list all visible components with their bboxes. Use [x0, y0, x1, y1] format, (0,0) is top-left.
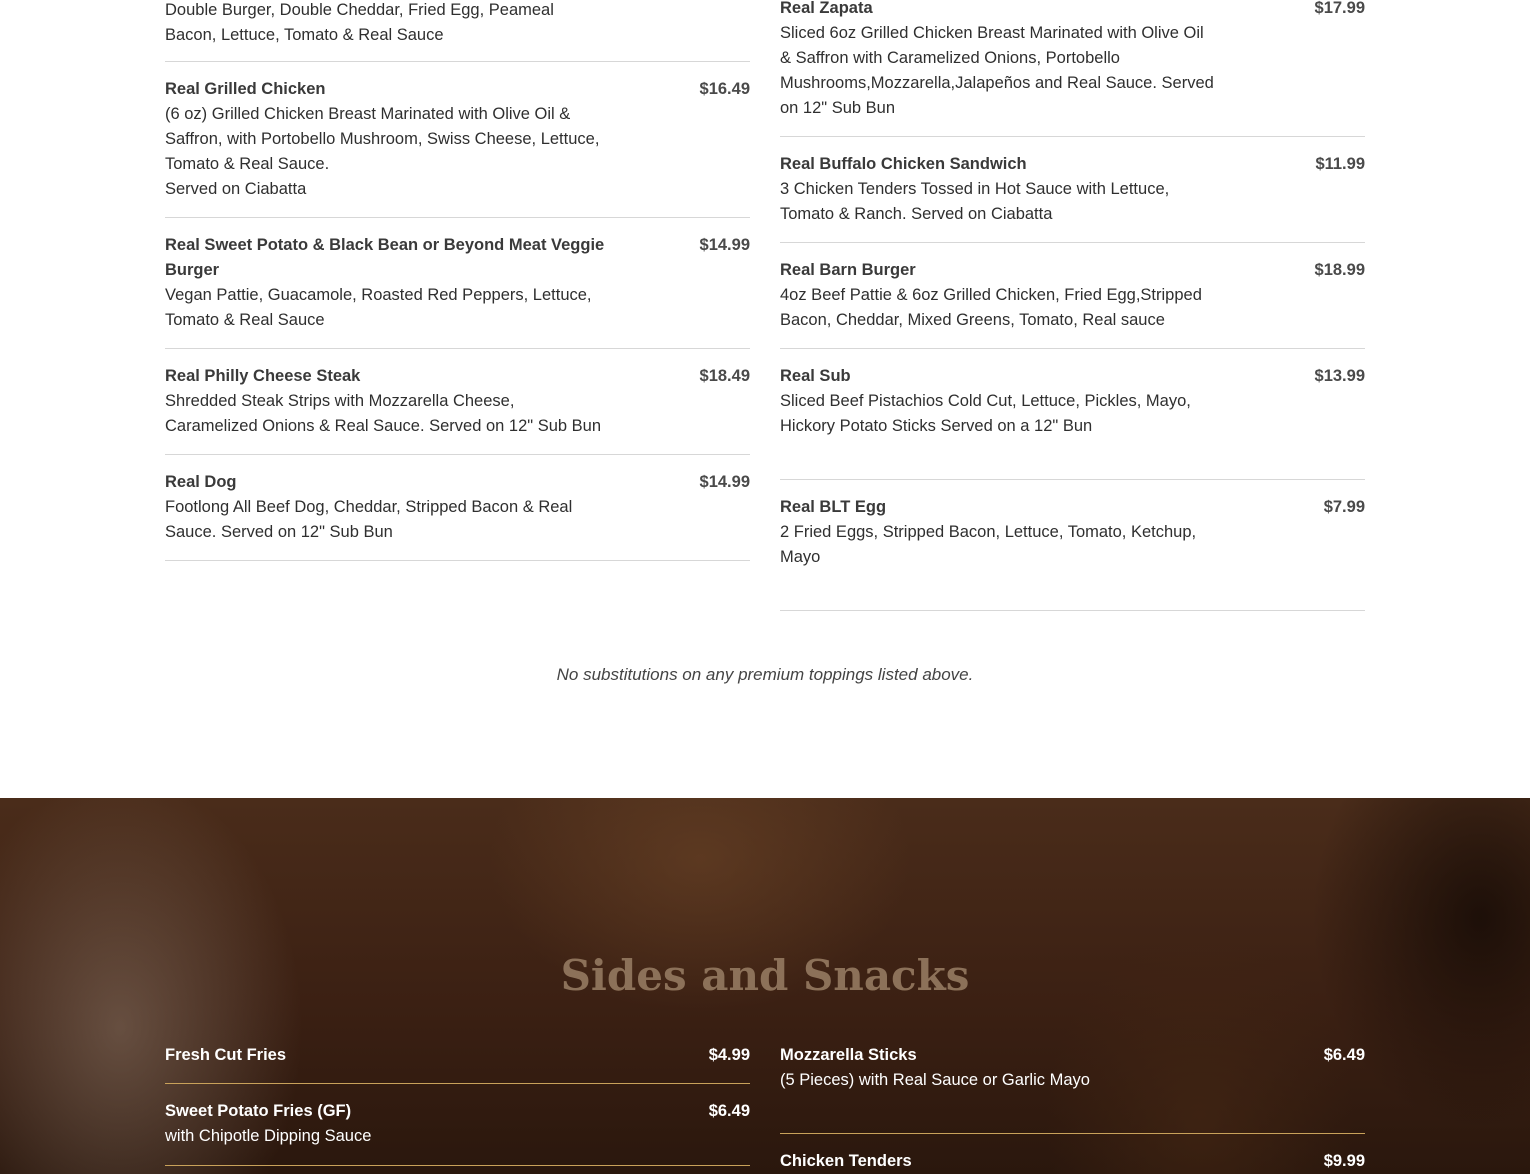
- item-name: Real Sub: [780, 367, 851, 385]
- item-description: Sliced Beef Pistachios Cold Cut, Lettuce, Pickles, Mayo, Hickory Potato Sticks Served on a 12" Bun: [780, 392, 1191, 435]
- menu-item: [165, 364, 750, 455]
- item-name: Real Philly Cheese Steak: [165, 367, 361, 385]
- item-price: $14.99: [699, 236, 750, 254]
- item-description: (5 Pieces) with Real Sauce or Garlic Mayo: [780, 1071, 1090, 1089]
- item-name: Chicken Tenders: [780, 1152, 912, 1170]
- item-price: $14.99: [699, 473, 750, 491]
- item-price: $6.49: [1323, 1046, 1365, 1064]
- item-description: 3 Chicken Tenders Tossed in Hot Sauce with Lettuce, Tomato & Ranch. Served on Ciabatta: [780, 180, 1170, 223]
- item-price: $18.49: [699, 367, 750, 385]
- menu-item: [165, 1099, 750, 1166]
- item-description: 2 Fried Eggs, Stripped Bacon, Lettuce, Tomato, Ketchup, Mayo: [780, 523, 1197, 566]
- menu-item: [165, 470, 750, 561]
- item-description: Sliced 6oz Grilled Chicken Breast Marinated with Olive Oil & Saffron with Caramelized Onions, Portobello Mushrooms,Mozzarella,Jalapeños and Real Sauce. Served on 12" Sub Bun: [780, 24, 1214, 117]
- item-description: Double Burger, Double Cheddar, Fried Egg, Peameal Bacon, Lettuce, Tomato & Real Sauce: [165, 1, 554, 44]
- substitution-note: No substitutions on any premium toppings listed above.: [556, 665, 974, 684]
- item-price: $17.99: [1314, 0, 1365, 17]
- sides-section: [0, 798, 1530, 1174]
- menu-item: [780, 1149, 1365, 1174]
- menu-item: [780, 364, 1365, 480]
- item-description: 4oz Beef Pattie & 6oz Grilled Chicken, Fried Egg,Stripped Bacon, Cheddar, Mixed Greens, Tomato, Real sauce: [780, 286, 1202, 329]
- menu-item: [780, 258, 1365, 349]
- item-name: Real Buffalo Chicken Sandwich: [780, 155, 1027, 173]
- item-price: $4.99: [708, 1046, 750, 1064]
- item-price: $9.99: [1323, 1152, 1365, 1170]
- menu-item: [165, 77, 750, 218]
- item-description: (6 oz) Grilled Chicken Breast Marinated with Olive Oil & Saffron, with Portobello Mushroom, Swiss Cheese, Lettuce, Tomato & Real Sauce. Served on Ciabatta: [165, 105, 600, 198]
- item-name: Real BLT Egg: [780, 498, 887, 516]
- item-price: $16.49: [699, 80, 750, 98]
- menu-item: [780, 0, 1365, 137]
- item-name: Mozzarella Sticks: [780, 1046, 917, 1064]
- item-name: Sweet Potato Fries (GF): [165, 1102, 352, 1120]
- item-price: $11.99: [1315, 155, 1365, 173]
- item-name: Real Grilled Chicken: [165, 80, 326, 98]
- item-name: Real Barn Burger: [780, 261, 916, 279]
- menu-item: [780, 495, 1365, 611]
- item-description: Vegan Pattie, Guacamole, Roasted Red Peppers, Lettuce, Tomato & Real Sauce: [165, 286, 592, 329]
- menu-item: [780, 1043, 1365, 1134]
- item-name: Real Zapata: [780, 0, 873, 17]
- item-name: Real Dog: [165, 473, 237, 491]
- menu-item: [165, 0, 750, 62]
- item-price: $6.49: [708, 1102, 750, 1120]
- section-title: Sides and Snacks: [560, 951, 970, 1000]
- item-price: $7.99: [1323, 498, 1365, 516]
- item-description: Shredded Steak Strips with Mozzarella Cheese, Caramelized Onions & Real Sauce. Served on 12" Sub Bun: [165, 392, 602, 435]
- item-name: Real Sweet Potato & Black Bean or Beyond Meat Veggie Burger: [165, 236, 605, 279]
- item-name: Fresh Cut Fries: [165, 1046, 287, 1064]
- item-price: $13.99: [1314, 367, 1365, 385]
- item-description: with Chipotle Dipping Sauce: [165, 1127, 372, 1145]
- item-price: $18.99: [1314, 261, 1365, 279]
- item-description: Footlong All Beef Dog, Cheddar, Stripped Bacon & Real Sauce. Served on 12" Sub Bun: [165, 498, 573, 541]
- menu-item: [165, 233, 750, 349]
- menu-item: [165, 1043, 750, 1084]
- menu-item: [780, 152, 1365, 243]
